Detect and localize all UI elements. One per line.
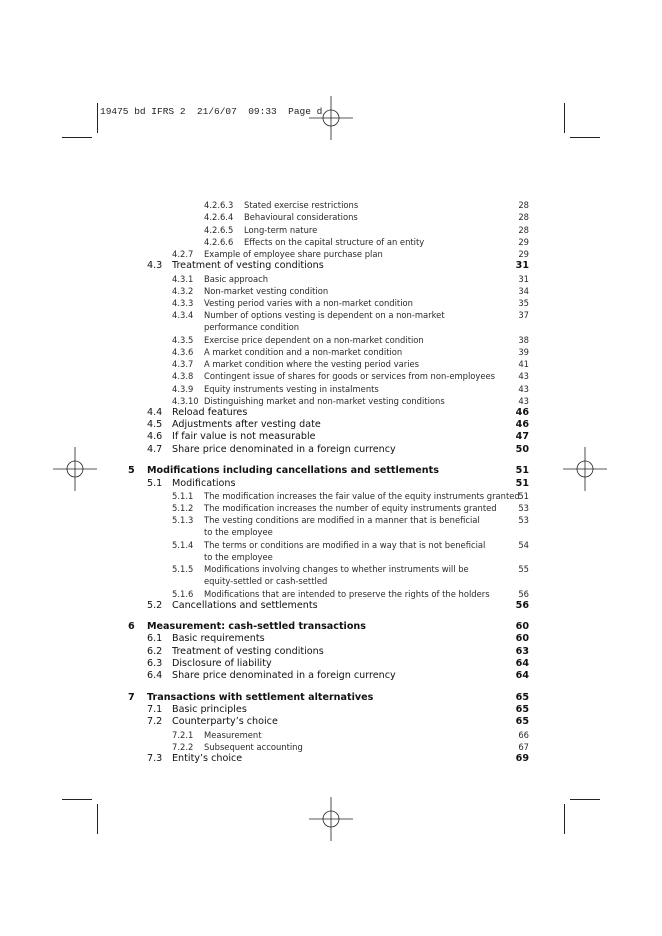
toc-entry-title-line: Measurement: cash-settled transactions xyxy=(147,621,366,632)
toc-entry-number: 5.1.5 xyxy=(172,564,194,574)
toc-entry xyxy=(0,741,529,753)
toc-entry xyxy=(0,358,529,370)
toc-entry-page-number: 34 xyxy=(518,286,529,296)
toc-entry-page-number: 29 xyxy=(518,237,529,247)
toc-entry-title xyxy=(147,692,373,704)
toc-entry-title-line: Contingent issue of shares for goods or services from non-employees xyxy=(204,371,496,381)
toc-entry-title-line: Adjustments after vesting date xyxy=(172,419,321,430)
toc-entry-page-number: 38 xyxy=(518,335,529,345)
toc-entry-title xyxy=(172,260,324,272)
toc-entry-title-line: Non-market vesting condition xyxy=(204,286,329,296)
toc-entry-title xyxy=(147,465,439,477)
toc-entry-title xyxy=(204,502,497,514)
toc-entry xyxy=(0,444,529,456)
toc-entry-title xyxy=(204,395,445,407)
toc-entry-title xyxy=(204,370,495,382)
print-slug: 19475 bd IFRS 2 21/6/07 09:33 Page d xyxy=(100,106,323,117)
toc-entry-title xyxy=(204,514,480,538)
toc-entry-title-line: Basic requirements xyxy=(172,633,265,644)
toc-entry-title-line: A market condition where the vesting period varies xyxy=(204,359,420,369)
toc-entry-number: 7 xyxy=(128,692,135,703)
toc-entry-title xyxy=(204,741,303,753)
toc-entry-title xyxy=(172,753,242,765)
toc-entry-title xyxy=(172,646,324,658)
toc-entry-title-line: Distinguishing market and non-market vesting conditions xyxy=(204,396,445,406)
toc-entry xyxy=(0,692,529,704)
toc-entry-title xyxy=(204,309,445,333)
toc-entry-title xyxy=(244,224,317,236)
toc-entry-number: 6.4 xyxy=(147,670,163,681)
toc-entry-title xyxy=(204,285,328,297)
toc-entry-page-number: 69 xyxy=(515,753,529,764)
toc-entry-title-line: Modifications including cancellations and settlements xyxy=(147,465,439,476)
toc-entry-title xyxy=(204,273,268,285)
toc-entry-title xyxy=(147,621,366,633)
toc-entry-title xyxy=(172,407,247,419)
toc-entry-number: 7.2.1 xyxy=(172,730,194,740)
toc-entry xyxy=(0,285,529,297)
toc-entry-title xyxy=(204,297,413,309)
toc-entry xyxy=(0,297,529,309)
toc-entry-page-number: 28 xyxy=(518,212,529,222)
toc-entry-number: 4.5 xyxy=(147,419,163,430)
toc-entry xyxy=(0,199,529,211)
toc-entry-number: 5.1.2 xyxy=(172,503,194,513)
toc-entry xyxy=(0,370,529,382)
toc-entry-number: 5.2 xyxy=(147,600,163,611)
toc-entry-title xyxy=(204,729,262,741)
toc-entry xyxy=(0,704,529,716)
toc-entry-title-line: The modification increases the number of equity instruments granted xyxy=(204,503,497,513)
toc-entry xyxy=(0,502,529,514)
toc-entry-page-number: 56 xyxy=(515,600,529,611)
toc-entry-number: 5.1.3 xyxy=(172,515,194,525)
toc-entry-page-number: 43 xyxy=(518,384,529,394)
toc-entry-title-line: Stated exercise restrictions xyxy=(244,200,359,210)
toc-entry-title-line: Measurement xyxy=(204,730,262,740)
toc-entry-page-number: 37 xyxy=(518,310,529,320)
toc-entry-page-number: 60 xyxy=(515,621,529,632)
toc-entry-title-line: Share price denominated in a foreign currency xyxy=(172,670,396,681)
toc-entry xyxy=(0,407,529,419)
toc-entry-page-number: 53 xyxy=(518,515,529,525)
toc-entry xyxy=(0,395,529,407)
toc-entry-title-line: The terms or conditions are modified in a way that is not beneficial xyxy=(204,540,486,550)
toc-entry-title-line: A market condition and a non-market condition xyxy=(204,347,403,357)
toc-entry-page-number: 51 xyxy=(518,491,529,501)
toc-entry-page-number: 56 xyxy=(518,589,529,599)
toc-entry-number: 4.3.2 xyxy=(172,286,194,296)
toc-entry xyxy=(0,260,529,272)
toc-entry xyxy=(0,670,529,682)
toc-entry-page-number: 51 xyxy=(515,465,529,476)
toc-entry xyxy=(0,600,529,612)
toc-entry-number: 4.3.5 xyxy=(172,335,194,345)
toc-entry-number: 4.6 xyxy=(147,431,163,442)
toc-entry-page-number: 65 xyxy=(515,716,529,727)
toc-entry-number: 5.1.6 xyxy=(172,589,194,599)
toc-entry-number: 6 xyxy=(128,621,135,632)
toc-entry-title xyxy=(244,236,424,248)
toc-entry-number: 4.3.10 xyxy=(172,396,199,406)
toc-entry-title xyxy=(172,419,321,431)
toc-entry-page-number: 63 xyxy=(515,646,529,657)
toc-entry xyxy=(0,514,529,538)
toc-entry-title xyxy=(204,563,469,587)
toc-entry-page-number: 50 xyxy=(515,444,529,455)
toc-entry-page-number: 43 xyxy=(518,371,529,381)
toc-entry xyxy=(0,224,529,236)
toc-entry-number: 4.3.9 xyxy=(172,384,194,394)
toc-entry-title xyxy=(172,658,272,670)
toc-entry-page-number: 64 xyxy=(515,658,529,669)
toc-entry-title-line: Entity’s choice xyxy=(172,753,243,764)
toc-entry-title-line: Behavioural considerations xyxy=(244,212,358,222)
toc-entry-number: 6.2 xyxy=(147,646,163,657)
toc-entry-page-number: 31 xyxy=(515,260,529,271)
toc-entry-title-line: Vesting period varies with a non-market condition xyxy=(204,298,413,308)
toc-entry-title-line: Exercise price dependent on a non-market condition xyxy=(204,335,424,345)
toc-entry-title xyxy=(172,478,235,490)
toc-entry-title xyxy=(172,704,247,716)
toc-entry-number: 4.2.6.3 xyxy=(204,200,234,210)
toc-entry-title-line: Equity instruments vesting in instalments xyxy=(204,384,379,394)
toc-entry-title-line: Counterparty’s choice xyxy=(172,716,278,727)
toc-entry-title-line: Cancellations and settlements xyxy=(172,600,318,611)
toc-entry-title-line: Treatment of vesting conditions xyxy=(172,646,324,657)
toc-entry-number: 6.3 xyxy=(147,658,163,669)
toc-entry xyxy=(0,621,529,633)
toc-entry xyxy=(0,633,529,645)
toc-entry-number: 7.1 xyxy=(147,704,163,715)
toc-entry xyxy=(0,334,529,346)
toc-entry xyxy=(0,309,529,333)
toc-entry-page-number: 55 xyxy=(518,564,529,574)
toc-entry xyxy=(0,273,529,285)
toc-entry-page-number: 67 xyxy=(518,742,529,752)
toc-entry-number: 7.2.2 xyxy=(172,742,194,752)
toc-entry-page-number: 31 xyxy=(518,274,529,284)
toc-entry-title-line: Number of options vesting is dependent on a non-market xyxy=(204,310,445,320)
toc-entry-title-line: Modifications involving changes to whether instruments will be xyxy=(204,564,469,574)
toc-entry xyxy=(0,588,529,600)
toc-entry-page-number: 28 xyxy=(518,225,529,235)
toc-entry-page-number: 53 xyxy=(518,503,529,513)
toc-entry-number: 4.7 xyxy=(147,444,163,455)
toc-entry-title-line: Share price denominated in a foreign currency xyxy=(172,444,396,455)
toc-entry-page-number: 39 xyxy=(518,347,529,357)
toc-entry xyxy=(0,383,529,395)
toc-entry-title xyxy=(204,346,402,358)
toc-entry-title xyxy=(204,383,379,395)
toc-entry xyxy=(0,465,529,477)
toc-entry-page-number: 60 xyxy=(515,633,529,644)
toc-entry-title-line: Treatment of vesting conditions xyxy=(172,260,324,271)
toc-entry xyxy=(0,236,529,248)
toc-entry xyxy=(0,248,529,260)
toc-entry-page-number: 65 xyxy=(515,692,529,703)
toc-entry-title-line: Modifications xyxy=(172,478,236,489)
toc-entry xyxy=(0,658,529,670)
toc-entry-number: 5.1.1 xyxy=(172,491,194,501)
toc-entry-title xyxy=(172,431,316,443)
toc-entry-title-line: Modifications that are intended to preserve the rights of the holders xyxy=(204,589,490,599)
toc-entry-number: 4.3.6 xyxy=(172,347,194,357)
toc-entry-title-line: Disclosure of liability xyxy=(172,658,272,669)
toc-entry-page-number: 46 xyxy=(515,419,529,430)
toc-entry xyxy=(0,539,529,563)
toc-entry-page-number: 51 xyxy=(515,478,529,489)
toc-entry-title xyxy=(172,444,396,456)
toc-entry-page-number: 46 xyxy=(515,407,529,418)
toc-entry xyxy=(0,211,529,223)
toc-entry-title-continuation: to the employee xyxy=(204,552,273,562)
toc-entry-page-number: 65 xyxy=(515,704,529,715)
toc-entry-number: 7.2 xyxy=(147,716,163,727)
toc-entry xyxy=(0,431,529,443)
toc-entry-title-line: Effects on the capital structure of an entity xyxy=(244,237,425,247)
toc-entry-title xyxy=(172,716,278,728)
toc-entry-title xyxy=(204,588,490,600)
toc-entry-number: 4.3.1 xyxy=(172,274,194,284)
toc-entry xyxy=(0,729,529,741)
toc-entry-title-line: The vesting conditions are modified in a manner that is beneficial xyxy=(204,515,480,525)
toc-entry-title xyxy=(172,633,265,645)
toc-entry-page-number: 28 xyxy=(518,200,529,210)
toc-entry xyxy=(0,490,529,502)
toc-entry-number: 5 xyxy=(128,465,135,476)
toc-entry-title-line: Subsequent accounting xyxy=(204,742,303,752)
toc-entry-title xyxy=(204,490,520,502)
toc-entry-number: 5.1.4 xyxy=(172,540,194,550)
toc-entry-number: 4.2.6.4 xyxy=(204,212,234,222)
toc-entry-number: 4.3 xyxy=(147,260,163,271)
toc-entry-title xyxy=(204,539,485,563)
toc-entry-number: 4.2.6.5 xyxy=(204,225,234,235)
toc-entry xyxy=(0,346,529,358)
toc-entry-title xyxy=(172,600,318,612)
toc-entry-title-line: Basic principles xyxy=(172,704,247,715)
toc-entry-page-number: 35 xyxy=(518,298,529,308)
toc-entry-page-number: 64 xyxy=(515,670,529,681)
toc-entry-number: 4.2.7 xyxy=(172,249,194,259)
toc-entry-title-line: If fair value is not measurable xyxy=(172,431,316,442)
toc-entry-number: 5.1 xyxy=(147,478,163,489)
toc-entry-number: 4.3.7 xyxy=(172,359,194,369)
toc-entry xyxy=(0,716,529,728)
toc-entry xyxy=(0,419,529,431)
toc-entry-number: 4.3.4 xyxy=(172,310,194,320)
toc-entry-title-continuation: equity-settled or cash-settled xyxy=(204,576,328,586)
toc-entry-page-number: 29 xyxy=(518,249,529,259)
toc-entry-number: 4.3.3 xyxy=(172,298,194,308)
toc-entry-page-number: 43 xyxy=(518,396,529,406)
toc-entry-page-number: 54 xyxy=(518,540,529,550)
toc-entry-number: 4.4 xyxy=(147,407,163,418)
toc-entry-title-line: The modification increases the fair value of the equity instruments granted xyxy=(204,491,520,501)
toc-entry xyxy=(0,753,529,765)
toc-entry xyxy=(0,563,529,587)
toc-entry-page-number: 41 xyxy=(518,359,529,369)
toc-entry-page-number: 66 xyxy=(518,730,529,740)
toc-entry-title-continuation: to the employee xyxy=(204,527,273,537)
toc-entry xyxy=(0,478,529,490)
toc-entry-number: 4.3.8 xyxy=(172,371,194,381)
toc-entry-title-continuation: performance condition xyxy=(204,322,300,332)
toc-entry-title xyxy=(204,358,419,370)
toc-entry-title xyxy=(244,199,358,211)
toc-entry-number: 7.3 xyxy=(147,753,163,764)
toc-entry-title-line: Long-term nature xyxy=(244,225,318,235)
toc-entry-title xyxy=(172,670,396,682)
toc-entry-title xyxy=(244,211,358,223)
toc-entry-page-number: 47 xyxy=(515,431,529,442)
toc-entry-title xyxy=(204,248,383,260)
toc-entry-title-line: Basic approach xyxy=(204,274,269,284)
toc-entry xyxy=(0,646,529,658)
toc-entry-title-line: Example of employee share purchase plan xyxy=(204,249,383,259)
toc-entry-title-line: Reload features xyxy=(172,407,248,418)
toc-entry-number: 6.1 xyxy=(147,633,163,644)
toc-entry-title-line: Transactions with settlement alternatives xyxy=(147,692,374,703)
toc-entry-title xyxy=(204,334,424,346)
toc-entry-number: 4.2.6.6 xyxy=(204,237,234,247)
